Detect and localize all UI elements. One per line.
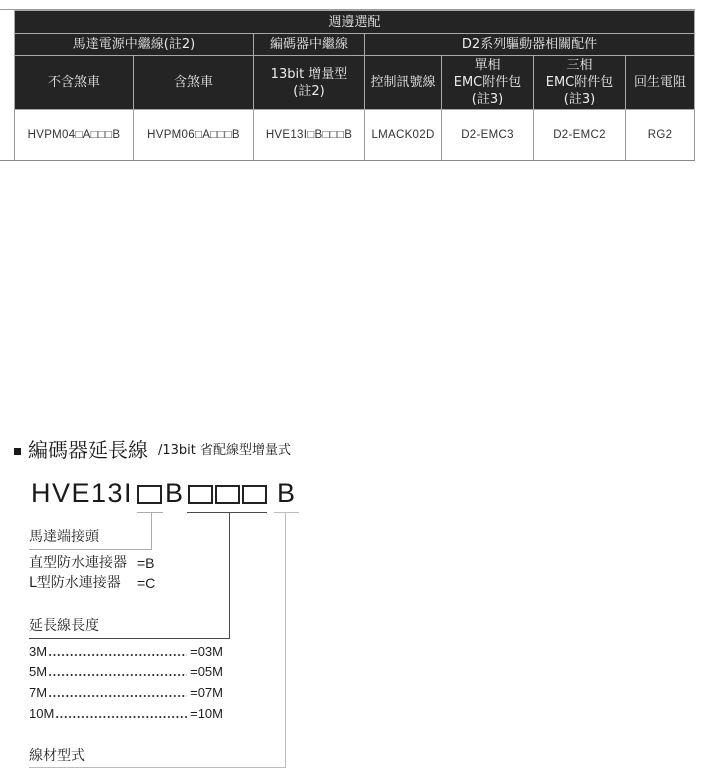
cable-bracket-top [274,512,299,513]
length-heading: 延長線長度 [29,618,99,634]
cell-no-brake-model: HVPM04□A□□□B [15,110,134,161]
length-option-label: 3M [29,644,48,659]
accessories-table [14,10,695,161]
table-header-row [15,56,695,110]
length-option-code: =10M [190,706,223,721]
dot-leader [55,716,187,718]
header-line: 單相 [474,58,501,73]
table-title: 週邊選配 [15,11,695,34]
column-header-three-phase-emc [534,56,626,110]
header-line: 三相 [566,58,593,73]
section-subtitle: /13bit 省配線型增量式 [158,443,292,458]
column-header-no-brake [15,56,134,110]
length-option-label: 7M [29,685,48,700]
length-bracket-stem [229,512,230,639]
table-group-row [15,34,695,56]
header-line: (註3) [563,92,596,107]
header-line: 不含煞車 [47,75,100,90]
table-title-row [15,11,695,34]
cell-single-phase-emc-model: D2-EMC3 [442,110,534,161]
header-line: EMC附件包 [453,75,522,90]
connector-option-l-type-label: L型防水連接器 [29,575,121,591]
cell-encoder-cable-model: HVE13I□B□□□B [254,110,365,161]
connector-bracket-underline [29,549,152,550]
cable-bracket-stem [285,512,286,768]
group-encoder-cable: 編碼器中繼線 [254,34,365,56]
model-placeholder-connector [137,485,162,504]
length-option-label: 5M [29,664,48,679]
cell-regen-resistor-model: RG2 [626,110,695,161]
column-header-single-phase-emc [442,56,534,110]
length-option [29,706,223,722]
length-option [29,664,223,680]
model-placeholder-length-1 [188,485,213,504]
connector-bracket-stem [151,512,152,550]
length-option-code: =07M [190,685,223,700]
length-option [29,644,223,660]
column-header-control-signal-cable [365,56,442,110]
model-placeholder-length-2 [215,485,240,504]
cable-type-heading: 線材型式 [29,748,85,764]
table-row [15,110,695,161]
cell-three-phase-emc-model: D2-EMC2 [534,110,626,161]
cable-bracket-underline [29,767,286,768]
dot-leader [48,654,187,656]
table-bottom-rule [0,160,695,161]
dot-leader [48,695,187,697]
column-header-regen-resistor [626,56,695,110]
model-suffix: B [277,478,296,508]
length-bracket-top [187,512,267,513]
square-bullet-icon [14,448,21,455]
length-bracket-underline [29,638,230,639]
length-option-code: =03M [190,644,223,659]
cell-control-signal-model: LMACK02D [365,110,442,161]
length-option-label: 10M [29,706,55,721]
connector-option-straight-code: =B [137,555,155,571]
header-line: EMC附件包 [545,75,614,90]
connector-option-l-type-code: =C [137,575,156,591]
model-prefix: HVE13I [31,478,134,508]
column-header-13bit-incremental [254,56,365,110]
length-option-code: =05M [190,664,223,679]
connector-option-straight-label: 直型防水連接器 [29,555,127,571]
header-line: (註3) [471,92,504,107]
group-motor-power-cable: 馬達電源中繼線(註2) [15,34,254,56]
header-line: 含煞車 [173,75,213,90]
header-line: 控制訊號線 [370,75,436,90]
connector-bracket-top [137,512,163,513]
header-line: 13bit 增量型 [270,66,348,82]
connector-heading: 馬達端接頭 [29,529,99,545]
model-mid: B [165,478,184,508]
group-d2-driver-accessories: D2系列驅動器相關配件 [365,34,695,56]
header-line: (註2) [293,83,325,99]
column-header-with-brake [134,56,254,110]
model-placeholder-length-3 [242,485,267,504]
dot-leader [48,674,187,676]
cell-with-brake-model: HVPM06□A□□□B [134,110,254,161]
section-title: 編碼器延長線 [28,438,148,462]
header-line: 回生電阻 [634,75,687,90]
length-option [29,685,223,701]
